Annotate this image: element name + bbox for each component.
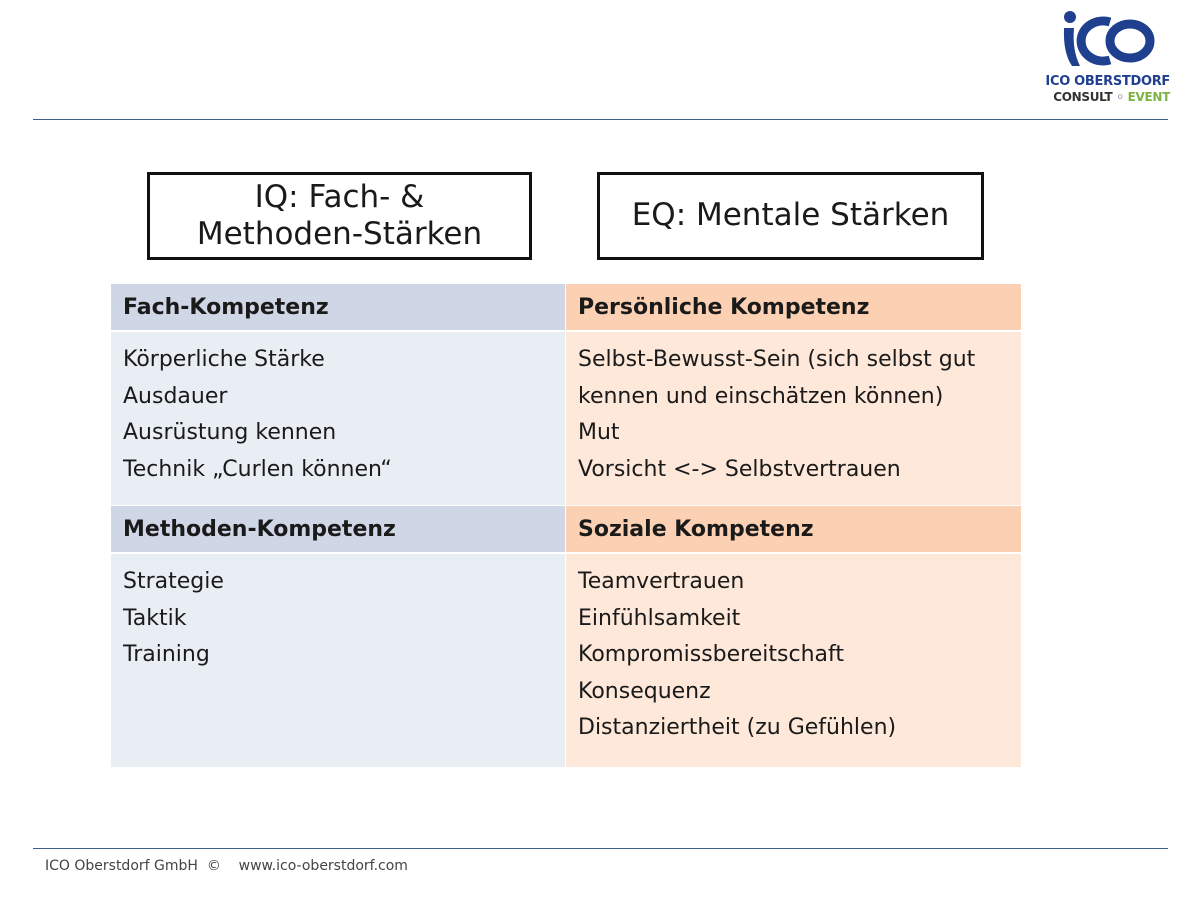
company-logo [1040,8,1170,104]
logo-event: EVENT [1127,90,1170,104]
list-item: Distanziertheit (zu Gefühlen) [578,715,897,740]
top-divider [33,119,1168,120]
soziale-kompetenz-list [566,554,1021,767]
list-item: Mut [578,420,620,445]
list-item: Taktik [123,605,187,631]
soziale-kompetenz-heading: Soziale Kompetenz [566,506,1021,552]
ico-logo-icon [1058,8,1158,70]
list-item: Selbst-Bewusst-Sein (sich selbst gut [578,347,976,372]
logo-separator: ◦ [1116,90,1124,104]
list-item: Vorsicht <-> Selbstvertrauen [578,456,901,482]
list-item: Ausrüstung kennen [123,420,337,445]
persoenliche-kompetenz-heading: Persönliche Kompetenz [566,284,1021,330]
logo-consult: CONSULT [1053,90,1113,104]
eq-box [597,172,984,260]
fach-kompetenz-list [111,332,565,505]
methoden-kompetenz-list [111,554,565,767]
logo-brand-name: ICO OBERSTDORF [1045,74,1170,89]
eq-title: EQ: Mentale Stärken [631,197,950,234]
iq-title-line2: Methoden-Stärken [196,216,483,252]
bottom-divider [33,848,1168,849]
list-item: kennen und einschätzen können) [578,383,944,409]
footer-text: ICO Oberstdorf GmbH © www.ico-oberstdorf.com [45,858,408,874]
logo-tagline [1040,90,1170,104]
list-item: Technik „Curlen können“ [123,456,392,482]
fach-kompetenz-heading: Fach-Kompetenz [111,284,565,330]
iq-title-line1: IQ: Fach- & [254,178,425,215]
list-item: Kompromissbereitschaft [578,642,844,667]
list-item: Training [123,642,210,667]
list-item: Einfühlsamkeit [578,605,741,631]
persoenliche-kompetenz-list [566,332,1021,505]
list-item: Teamvertrauen [578,569,745,594]
list-item: Ausdauer [123,383,228,409]
methoden-kompetenz-heading: Methoden-Kompetenz [111,506,565,552]
list-item: Körperliche Stärke [123,347,325,372]
iq-box [147,172,532,260]
list-item: Strategie [123,569,224,594]
list-item: Konsequenz [578,678,711,704]
